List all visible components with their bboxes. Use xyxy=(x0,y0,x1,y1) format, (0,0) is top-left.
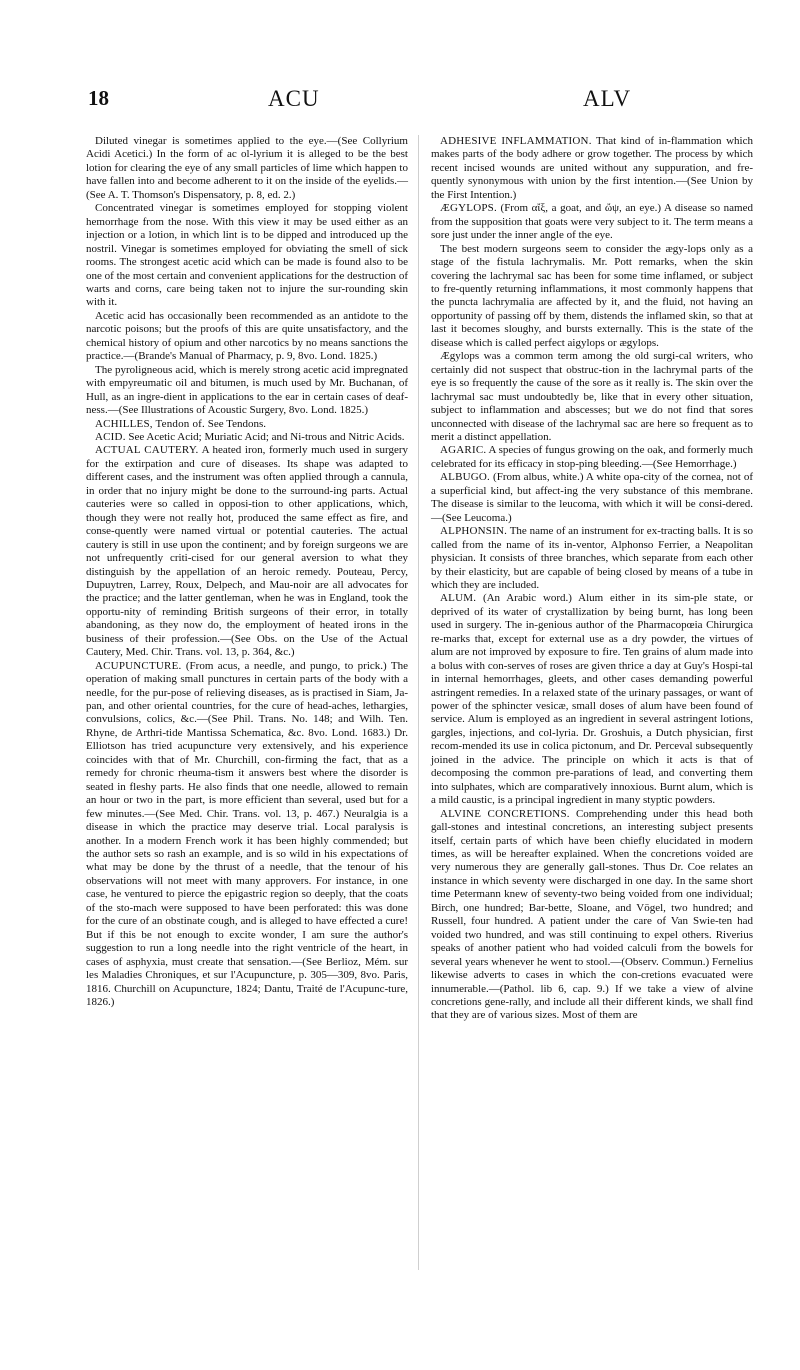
entry-text: The pyroligneous acid, which is merely strong acetic acid impregnated with empyreumatic oil and bitumen, is much used by Mr. Buchanan, of Hull, as an ingre-dient in applications to the ear in certain cases of deaf-ness.—(See Illustrations of Acoustic Surgery, 8vo. Lond. 1825.) xyxy=(86,363,408,417)
entry-text: Comprehending under this head both gall-stones and intestinal concretions, an interesting subject presents itself, certain parts of which have been chiefly elucidated in modern times, as will be hereafter explained. When the concretions voided are very numerous they are generally gall-stones. Thus Dr. Coe relates an instance in which seventy were discharged in one day. In the same short time Petermann knew of seventy-two being voided from one individual; Birch, one hundred; Bar-bette, Sloane, and Vögel, two hundred; and Russell, four hundred. A patient under the care of Van Swie-ten had voided two hundred, and was still continuing to expel others. Riverius speaks of another patient who had voided calculi from the bowels for several years whenever he went to stool.—(Observ. Commun.) Fernelius likewise adverts to cases in which the con-cretions evacuated were innumerable.—(Pathol. lib 6, cap. 9.) If we take a view of alvine concretions gene-rally, and include all their different kinds, we shall find that they are of various sizes. Most of them are xyxy=(431,807,754,1022)
left-column xyxy=(86,135,408,1009)
entry-headword: ÆGYLOPS. xyxy=(440,202,497,215)
entry-headword: ACID. xyxy=(95,430,126,443)
page-number: 18 xyxy=(88,86,109,110)
entry-headword: ALVINE CONCRETIONS. xyxy=(440,807,570,820)
entry-text: See Acetic Acid; Muriatic Acid; and Ni-trous and Nitric Acids. xyxy=(128,430,405,443)
dictionary-paragraph xyxy=(431,202,753,242)
dictionary-paragraph xyxy=(86,418,408,431)
dictionary-paragraph xyxy=(86,364,408,418)
page-header xyxy=(88,86,743,120)
entry-text: Concentrated vinegar is sometimes employed for stopping violent hemorrhage from the nose. With this view it may be used either as an injection or a lotion, in which lint is to be dipped and introduced up the nostril. Vinegar is sometimes employed for obviating the smell of sick rooms. The strongest acetic acid which can be made is found also to be one of the most certain and convenient applications for the destruction of warts and corns, care being taken not to injure the sur-rounding skin with it. xyxy=(86,202,408,309)
dictionary-paragraph xyxy=(86,431,408,444)
entry-text: Ægylops was a common term among the old surgi-cal writers, who certainly did not suspect that obstruc-tion in the lachrymal parts of the eye is so frequently the cause of the sore as it really is. The skin over the lachrymal sac must undoubtedly be, like that in every other situation, subject to inflammation and abscesses; but we do not find that sores unconnected with disease of the lachrymal sac are here so frequent as to merit a distinct appellation. xyxy=(431,350,753,443)
dictionary-paragraph xyxy=(431,444,753,471)
entry-text: (From acus, a needle, and pungo, to prick.) The operation of making small punctures in certain parts of the body with a needle, for the pur-pose of relieving diseases, as is practised in Siam, Ja-pan, and other oriental countries, for the cure of head-aches, lethargies, convulsions, colics, &c.—(See Phil. Trans. No. 148; and Wilh. Ten. Rhyne, de Arthri-tide Mantissa Schematica, &c. 8vo. Lond. 1683.) Dr. Elliotson has tried acupuncture very extensively, and his experience coincides with that of Mr. Churchill, con-firming the fact, that as a remedy for chronic rheuma-tism it answers best where the disorder is seated in fleshy parts. He also finds that one needle, allowed to remain an hour or two in the part, is more efficient than several, used but for a few minutes.—(See Med. Chir. Trans. vol. 13, p. 467.) Neuralgia is a disease in which the practice may deserve trial. Local paralysis is another. In a modern French work it has been highly commended; but the author sets so rash an example, and is so wild in his expectations of what may be done by the thrust of a needle, that the tenour of his observations will not meet with many approvers. For instance, in one case, he ventured to pierce the epigastric region so deeply, that the coats of the sto-mach were supposed to have been perforated: this was done for the cure of an obstinate cough, and is alleged to have effected a cure! But if this be not enough to excite wonder, I am sure the author's suggestion to run a long needle into the right ventricle of the heart, in cases of asphyxia, must create that sensation.—(See Berlioz, Mém. sur les Maladies Chroniques, et sur l'Acupuncture, p. 305—309, 8vo. Paris, 1816. Churchill on Acupuncture, 1824; Dantu, Traité de l'Acupunc-ture, 1826.) xyxy=(86,659,409,1008)
dictionary-paragraph xyxy=(86,660,408,1010)
entry-headword: ACTUAL CAUTERY. xyxy=(95,444,199,457)
entry-text: (An Arabic word.) Alum either in its sim-ple state, or deprived of its water of crystallization by being burnt, has long been used in surgery. The in-genious author of the Pharmacopœia Chirurgica re-marks that, except for external use as a dry powder, the virtues of alum are not improved by exposure to fire. Ten grains of alum made into a bolus with con-serves of roses are given thrice a day at Guy's Hospi-tal in internal hemorrhages, gleets, and other cases demanding powerful astringent remedies. In a relaxed state of the urinary passages, or want of power of the sphincter vesicæ, small doses of alum have been found of service. Alum is employed as an ingredient in several astringent lotions, gargles, injections, and col-lyria. Dr. Groshuis, a Dutch physician, first recom-mended its use in colica pictonum, and Dr. Perceval subsequently joined in the advice. The principle on which it acts is that of decomposing the common pre-parations of lead, and converting them into sulphates, which are comparatively innoxious. Burnt alum, which is a mild caustic, is a principal ingredient in many styptic powders. xyxy=(431,592,754,807)
running-head-right: ALV xyxy=(583,86,632,111)
dictionary-paragraph xyxy=(86,444,408,659)
entry-headword: ADHESIVE INFLAMMATION. xyxy=(440,135,592,147)
entry-text: A species of fungus growing on the oak, and formerly much celebrated for its efficacy in stop-ping bleeding.—(See Hemorrhage.) xyxy=(431,444,753,470)
column-divider xyxy=(418,135,419,1270)
dictionary-paragraph xyxy=(431,592,753,807)
running-head-left: ACU xyxy=(268,86,320,111)
entry-text: (From albus, white.) A white opa-city of the cornea, not of a superficial kind, but affect-ing the very substance of this membrane. The disease is similar to the leucoma, with which it will be consi-dered.—(See Leucoma.) xyxy=(431,471,753,524)
dictionary-paragraph xyxy=(431,471,753,525)
entry-headword: ALPHONSIN. xyxy=(440,525,508,538)
entry-text: That kind of in-flammation which makes parts of the body adhere or grow together. The process by which recent incised wounds are united without any suppuration, and fre-quently synonymous with union by the first intention.—(See Union by the First Intention.) xyxy=(431,135,753,201)
dictionary-paragraph xyxy=(431,808,753,1023)
entry-text: Acetic acid has occasionally been recommended as an antidote to the narcotic poisons; but the proofs of this are quite unsatisfactory, and the chemical history of opium and other narcotics by no means sanctions the practice.—(Brande's Manual of Pharmacy, p. 9, 8vo. Lond. 1825.) xyxy=(86,309,408,363)
entry-headword: AGARIC. xyxy=(440,444,487,457)
right-column xyxy=(431,135,753,1023)
dictionary-paragraph xyxy=(86,310,408,364)
dictionary-paragraph xyxy=(86,135,408,202)
dictionary-paragraph xyxy=(431,135,753,202)
entry-text: Diluted vinegar is sometimes applied to the eye.—(See Collyrium Acidi Acetici.) In the form of ac ol-lyrium it is alleged to be the best lotion for clearing the eye of any small particles of lime which happen to have fallen into and become adherent to it on the inside of the eyelids.—(See A. T. Thomson's Dispensatory, p. 8, ed. 2.) xyxy=(86,135,408,201)
entry-text: (From αἴξ, a goat, and ὤψ, an eye.) A disease so named from the supposition that goats were very subject to it. The term means a sore just under the inner angle of the eye. xyxy=(431,202,753,242)
dictionary-paragraph xyxy=(86,202,408,310)
entry-headword: ALUM. xyxy=(440,592,477,605)
entry-headword: ALBUGO. xyxy=(440,471,490,484)
dictionary-paragraph xyxy=(431,350,753,444)
entry-text: The name of an instrument for ex-tracting balls. It is so called from the name of its in-ventor, Alphonso Ferrier, a Neapolitan physician. It consists of three branches, which separate from each other by their elasticity, but are capable of being closed by means of a tube in which they are included. xyxy=(431,525,753,591)
entry-text: The best modern surgeons seem to consider the ægy-lops only as a stage of the fistula lachrymalis. Mr. Pott remarks, when the skin covering the lachrymal sac has been for some time inflamed, or subject to fre-quently returning inflammations, it most commonly happens that the puncta lachrymalia are affected by it, and the fluid, not having an opportunity of passing off by them, distends the inflamed skin, so that at last it becomes sloughy, and bursts externally. This is the state of the disease which is called perfect aigylops or ægylops. xyxy=(431,242,753,349)
dictionary-paragraph xyxy=(431,243,753,351)
entry-headword: ACHILLES, Tendon of. xyxy=(95,417,205,430)
entry-text: See Tendons. xyxy=(207,417,267,430)
entry-text: A heated iron, formerly much used in surgery for the extirpation and cure of diseases. Its shape was adapted to different cases, and the instrument was often applied through a cannula, in order that no injury might be done to the surround-ing parts. Actual cauteries were so called in opposi-tion to other applications, which, though they were not really hot, produced the same effect as fire, and conse-quently were named virtual or potential cauteries. The actual cautery is still in use upon the continent; and by foreign surgeons we are not unfrequently criti-cised for our general aversion to what they distinguish by the appellation of an heroic remedy. Pouteau, Percy, Dupuytren, Larrey, Roux, Delpech, and Mau-noir are all advocates for the practice; and the latter gentleman, when he was in England, took the opportu-nity of reminding British surgeons of their error, in totally abandoning, as they now do, the employment of heated irons in the business of their profession.—(See Obs. on the Use of the Actual Cautery, Med. Chir. Trans. vol. 13, p. 364, &c.) xyxy=(86,444,408,659)
dictionary-paragraph xyxy=(431,525,753,592)
entry-headword: ACUPUNCTURE. xyxy=(95,659,182,672)
